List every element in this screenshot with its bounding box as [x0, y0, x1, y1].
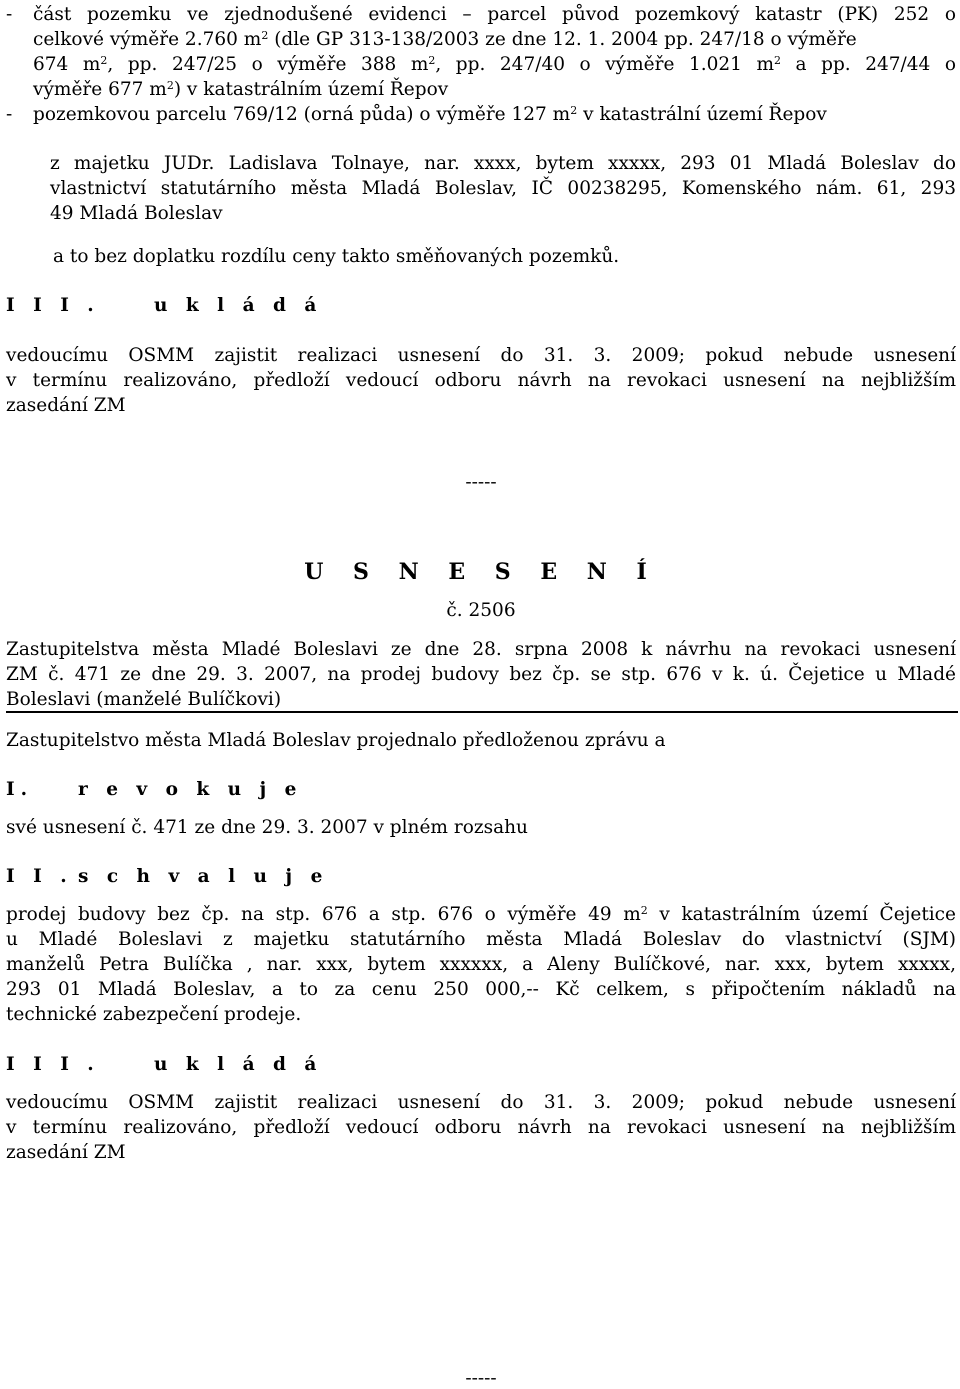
owner-text: 49 Mladá Boleslav	[50, 203, 223, 224]
list-item-text: část pozemku ve zjednodušené evidenci – parcel původ pozemkový katastr (PK) 252 o	[33, 4, 956, 25]
list-item-text: celkové výměře 2.760 $m^2$ (dle GP 313-138/2003 ze dne 12. 1. 2004 pp. 247/18 o výměře	[33, 29, 857, 50]
section-number: I I I .	[6, 295, 100, 316]
intro-text: Zastupitelstvo města Mladá Boleslav projednalo předloženou zprávu a	[6, 730, 666, 751]
exchange-note: a to bez doplatku rozdílu ceny takto směňovaných pozemků.	[53, 246, 620, 267]
resolution-number: č. 2506	[446, 600, 516, 621]
paragraph-line: v termínu realizováno, předloží vedoucí odboru návrh na revokaci usnesení na nejbližším	[6, 370, 956, 391]
separator: -----	[465, 1368, 497, 1389]
section-number: I.	[6, 779, 34, 800]
section-verb: u k l á d á	[154, 295, 323, 316]
list-dash: -	[6, 4, 13, 25]
section-number: I I .	[6, 866, 73, 887]
owner-text: z majetku JUDr. Ladislava Tolnaye, nar. xxxx, bytem xxxxx, 293 01 Mladá Boleslav do	[50, 153, 956, 174]
paragraph-line: zasedání ZM	[6, 395, 126, 416]
list-item-text: pozemkovou parcelu 769/12 (orná půda) o výměře 127 $m^2$ v katastrální území Řepov	[33, 104, 827, 125]
section-verb: u k l á d á	[154, 1054, 323, 1075]
separator: -----	[465, 472, 497, 493]
resolution-heading: ZM č. 471 ze dne 29. 3. 2007, na prodej budovy bez čp. se stp. 676 v k. ú. Čejetice u Mladé	[6, 664, 956, 685]
section-verb: s c h v a l u j e	[78, 866, 329, 887]
paragraph-line: své usnesení č. 471 ze dne 29. 3. 2007 v plném rozsahu	[6, 817, 528, 838]
section-number: I I I .	[6, 1054, 100, 1075]
paragraph-line: v termínu realizováno, předloží vedoucí odboru návrh na revokaci usnesení na nejbližším	[6, 1117, 956, 1138]
paragraph-line: prodej budovy bez čp. na stp. 676 a stp. 676 o výměře 49 $m^2$ v katastrálním území Čejetice	[6, 904, 956, 925]
list-item-text: 674 $m^2$, pp. 247/25 o výměře 388 $m^2$, pp. 247/40 o výměře 1.021 $m^2$ a pp. 247/44 o	[33, 54, 956, 75]
paragraph-line: 293 01 Mladá Boleslav, a to za cenu 250 000,-- Kč celkem, s připočtením nákladů na	[6, 979, 956, 1000]
list-item-text: výměře 677 $m^2$) v katastrálním území Řepov	[33, 79, 449, 100]
section-verb: r e v o k u j e	[78, 779, 303, 800]
paragraph-line: vedoucímu OSMM zajistit realizaci usnesení do 31. 3. 2009; pokud nebude usnesení	[6, 345, 956, 366]
paragraph-line: technické zabezpečení prodeje.	[6, 1004, 302, 1025]
list-dash: -	[6, 104, 13, 125]
owner-text: vlastnictví statutárního města Mladá Boleslav, IČ 00238295, Komenského nám. 61, 293	[50, 178, 956, 199]
paragraph-line: vedoucímu OSMM zajistit realizaci usnesení do 31. 3. 2009; pokud nebude usnesení	[6, 1092, 956, 1113]
paragraph-line: u Mladé Boleslavi z majetku statutárního města Mladá Boleslav do vlastnictví (SJM)	[6, 929, 956, 950]
heading-rule	[6, 711, 958, 713]
paragraph-line: manželů Petra Bulíčka , nar. xxx, bytem xxxxxx, a Aleny Bulíčkové, nar. xxx, bytem xxxxx,	[6, 954, 956, 975]
paragraph-line: zasedání ZM	[6, 1142, 126, 1163]
resolution-heading: Zastupitelstva města Mladé Boleslavi ze dne 28. srpna 2008 k návrhu na revokaci usnesení	[6, 639, 956, 660]
resolution-title: U S N E S E N Í	[304, 559, 658, 585]
resolution-heading: Boleslavi (manželé Bulíčkovi)	[6, 689, 282, 710]
